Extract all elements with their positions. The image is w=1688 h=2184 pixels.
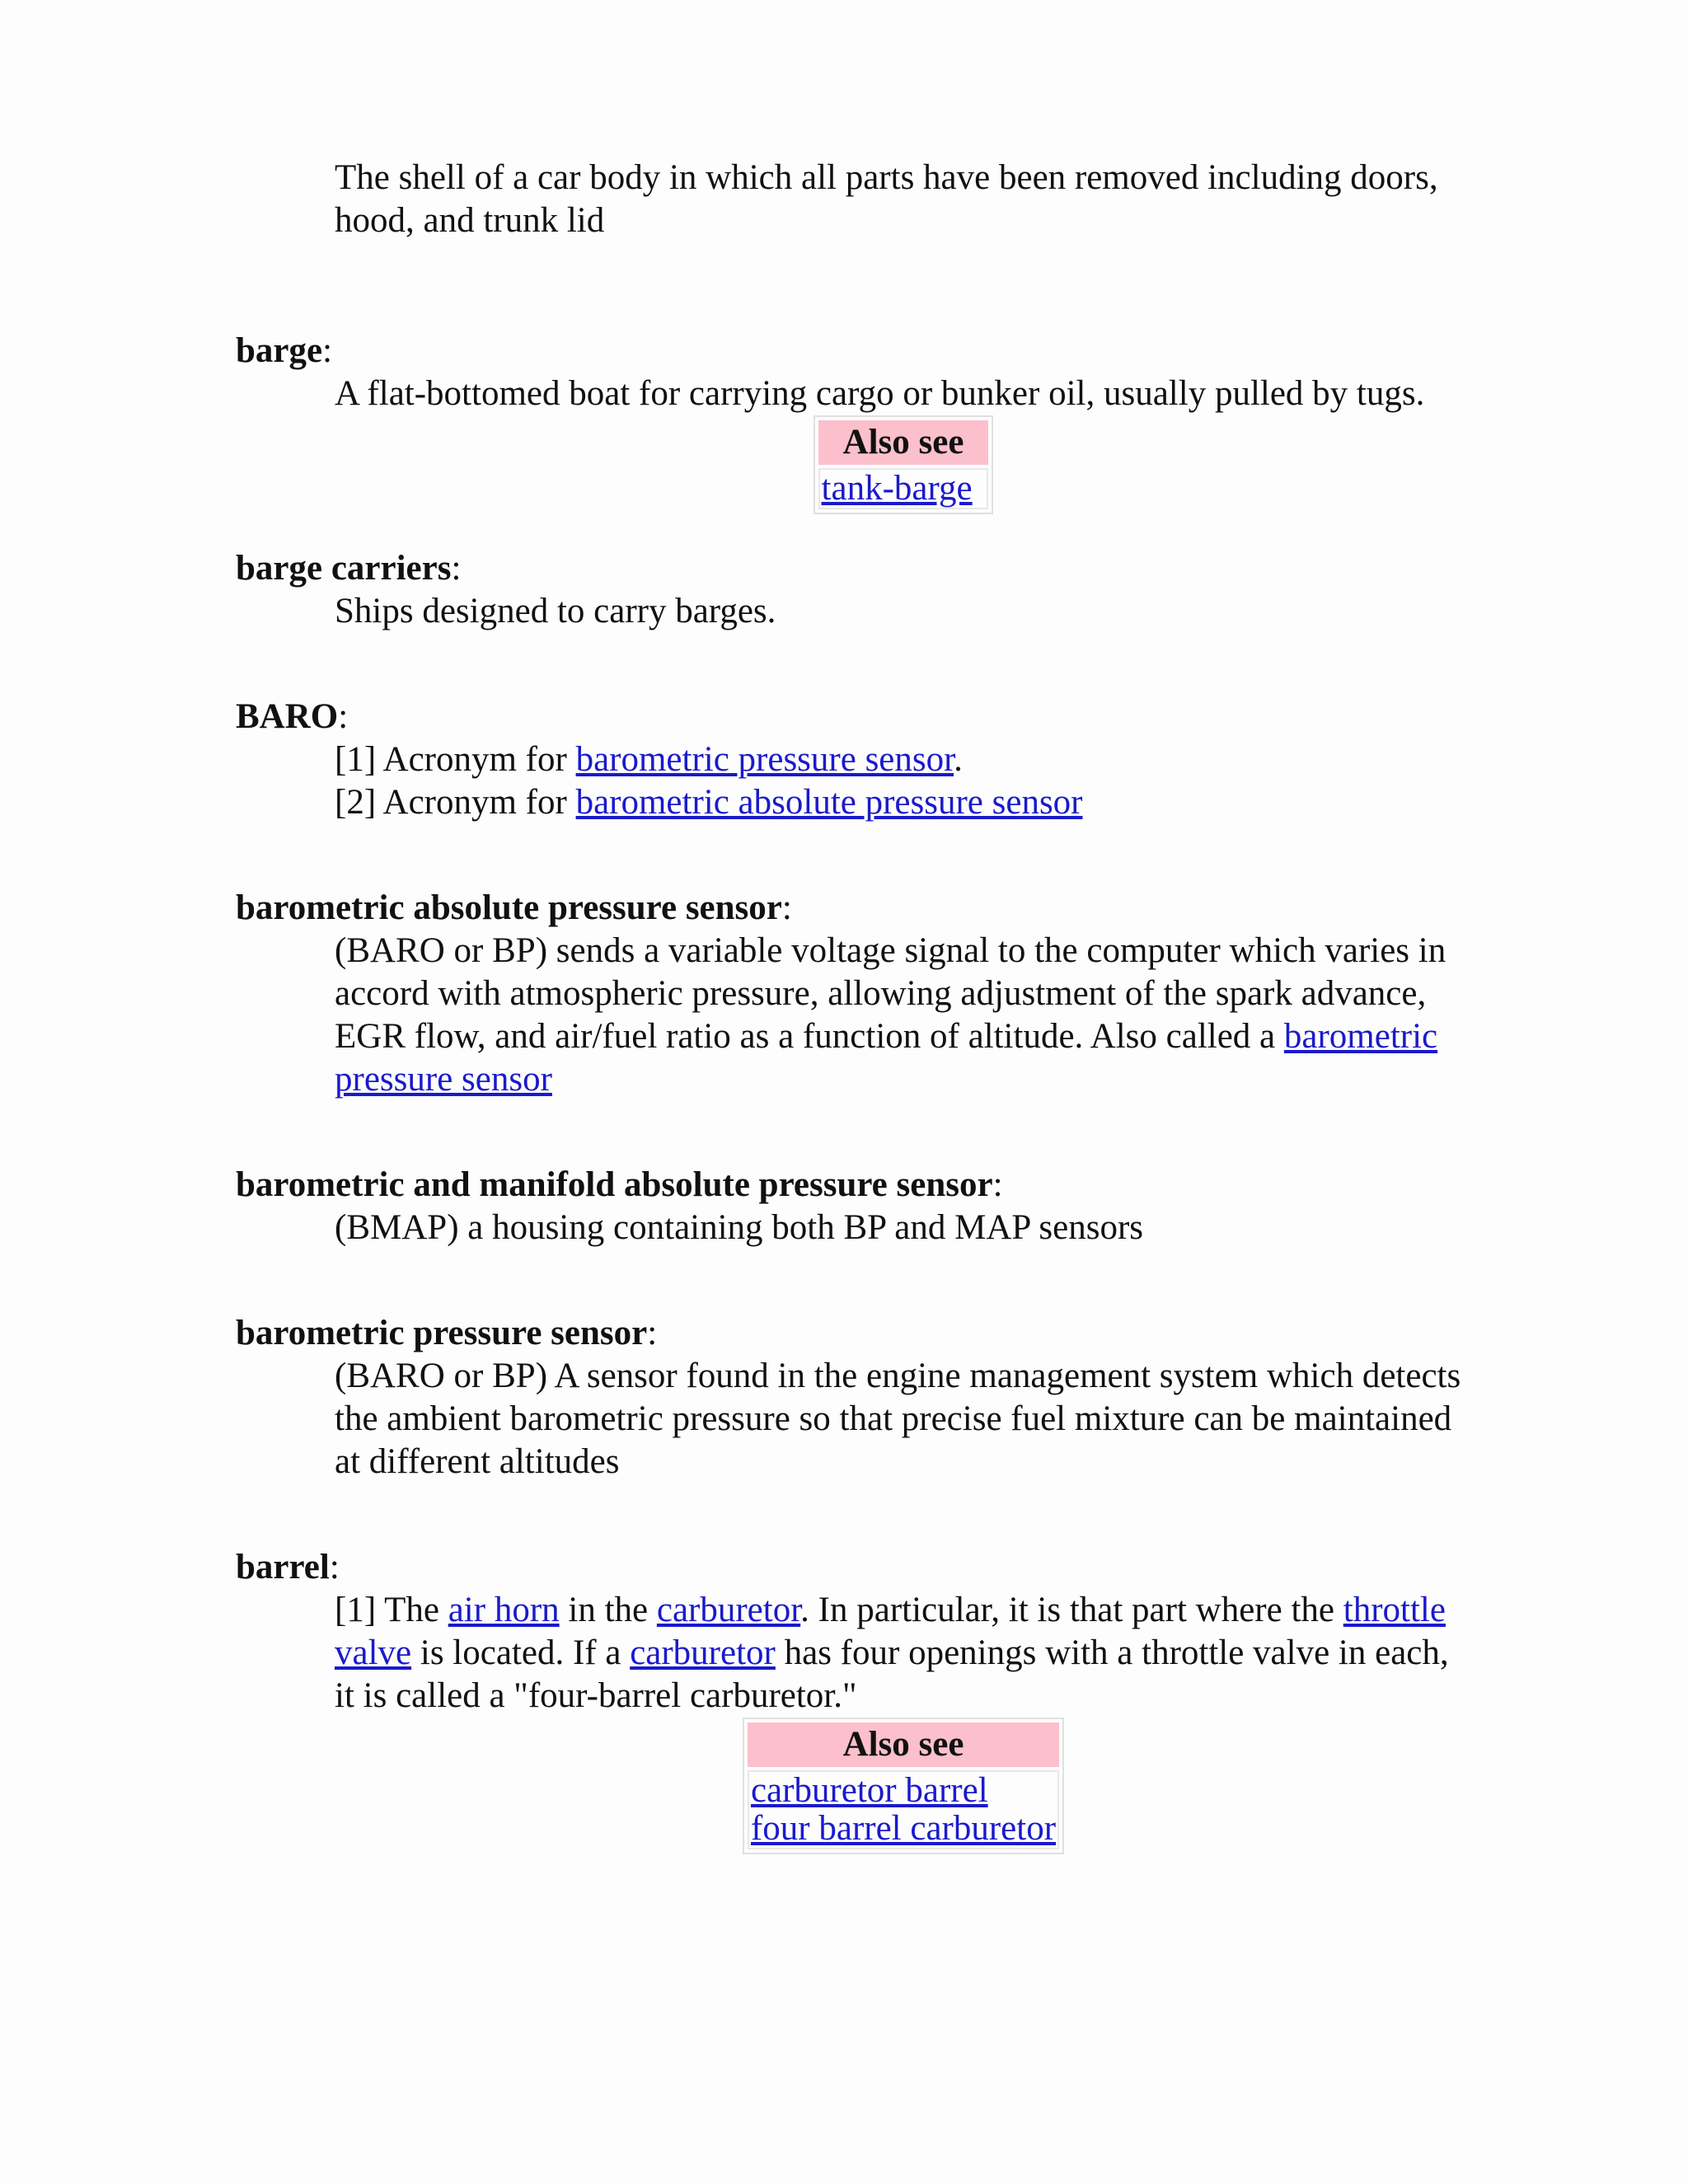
- definition-barge: [335, 373, 1472, 514]
- definition-text: (BARO or BP) A sensor found in the engine management system which detects the ambient barometric pressure so that precise fuel mixture can be maintained at different altitudes: [335, 1357, 1461, 1481]
- link-barometric-pressure-sensor[interactable]: barometric pressure sensor: [335, 1017, 1438, 1099]
- link-barometric-pressure-sensor[interactable]: barometric pressure sensor: [575, 740, 954, 779]
- definition-text: (BARO or BP) sends a variable voltage signal to the computer which varies in accord with atmospheric pressure, allowing adjustment of the spark advance, EGR flow, and air/fuel ratio as a function of altitude. Also called a: [335, 931, 1447, 1056]
- also-see-links: [748, 1770, 1059, 1849]
- also-see-link-four-barrel-carburetor[interactable]: four barrel carburetor: [750, 1809, 1057, 1848]
- definition-text: [1] Acronym for: [335, 740, 576, 779]
- definition-text: Ships designed to carry barges.: [335, 592, 776, 630]
- definition-text: [1] The: [335, 1591, 448, 1629]
- definition-baro: [335, 738, 1472, 824]
- link-barometric-absolute-pressure-sensor[interactable]: barometric absolute pressure sensor: [575, 783, 1083, 822]
- definition-text: is located. If a: [411, 1633, 631, 1672]
- intro-text: The shell of a car body in which all parts have been removed including doors, hood, and trunk lid: [335, 158, 1438, 240]
- term-barge: barge:: [236, 331, 333, 370]
- also-see-link-carburetor-barrel[interactable]: carburetor barrel: [750, 1771, 988, 1810]
- also-see-links: [818, 468, 989, 509]
- definition-barrel: [335, 1589, 1472, 1854]
- glossary-list: [236, 330, 1472, 1854]
- also-see-header: Also see: [748, 1722, 1059, 1767]
- term-baro: BARO:: [236, 697, 349, 736]
- definition-text: (BMAP) a housing containing both BP and MAP sensors: [335, 1208, 1144, 1247]
- also-see-box-barrel: [335, 1718, 1472, 1854]
- also-see-link-tank-barge[interactable]: tank-barge: [821, 469, 973, 508]
- definition-text: . In particular, it is that part where the: [800, 1591, 1343, 1629]
- definition-text: has four openings with a throttle valve in each, it is called a "four-barrel carburetor.": [335, 1633, 1449, 1715]
- definition-text: A flat-bottomed boat for carrying cargo or bunker oil, usually pulled by tugs.: [335, 374, 1425, 413]
- link-carburetor[interactable]: carburetor: [630, 1633, 776, 1672]
- definition-text: .: [954, 740, 963, 779]
- link-air-horn[interactable]: air horn: [448, 1591, 560, 1629]
- also-see-header: Also see: [818, 420, 989, 465]
- term-barge-carriers: barge carriers:: [236, 549, 462, 588]
- term-barometric-pressure-sensor: barometric pressure sensor:: [236, 1314, 658, 1352]
- term-bmap-sensor: barometric and manifold absolute pressure sensor:: [236, 1165, 1003, 1204]
- definition-text: in the: [559, 1591, 657, 1629]
- definition-barge-carriers: [335, 590, 1472, 633]
- term-barrel: barrel:: [236, 1548, 340, 1586]
- definition-barometric-pressure-sensor: [335, 1355, 1472, 1483]
- definition-text: [2] Acronym for: [335, 783, 576, 822]
- link-carburetor[interactable]: carburetor: [656, 1591, 801, 1629]
- intro-definition: [335, 157, 1472, 240]
- also-see-box-barge: [335, 415, 1472, 514]
- definition-bmap-sensor: [335, 1207, 1472, 1249]
- link-throttle-valve[interactable]: throttle valve: [335, 1591, 1446, 1672]
- term-barometric-absolute-pressure-sensor: barometric absolute pressure sensor:: [236, 888, 792, 927]
- glossary-page: [236, 157, 1472, 1854]
- also-see-table: [814, 415, 994, 514]
- definition-barometric-absolute-pressure-sensor: [335, 930, 1472, 1101]
- also-see-table: [743, 1718, 1064, 1854]
